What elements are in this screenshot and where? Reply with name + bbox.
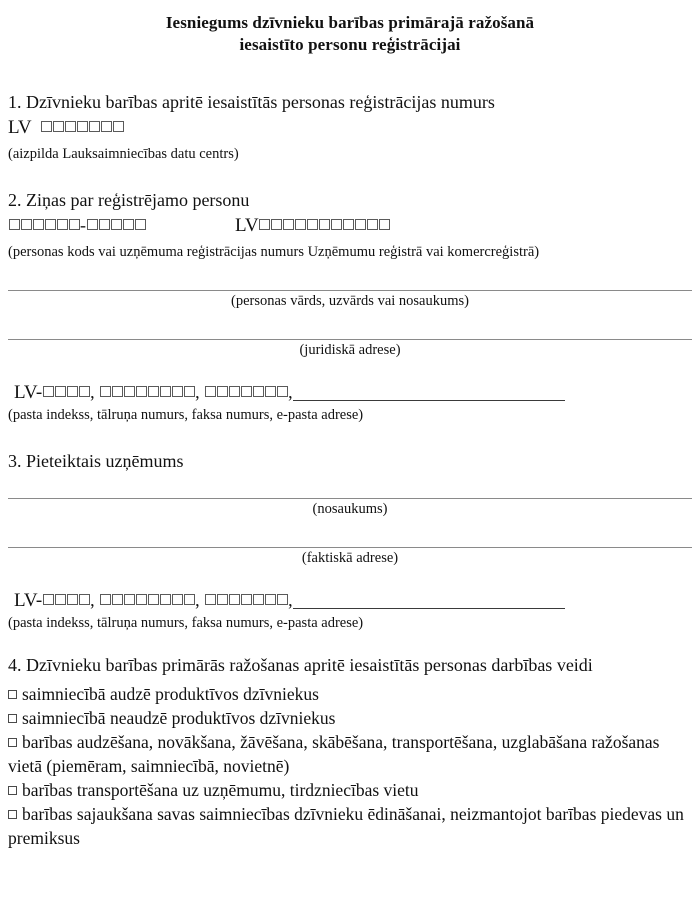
- form-box[interactable]: [65, 121, 76, 132]
- form-box[interactable]: [241, 386, 252, 397]
- form-box[interactable]: [124, 594, 135, 605]
- form-box[interactable]: [253, 594, 264, 605]
- form-box[interactable]: [379, 219, 390, 230]
- form-box[interactable]: [229, 594, 240, 605]
- section-1-registration-number-field[interactable]: [8, 115, 692, 140]
- checkbox-icon[interactable]: [8, 738, 17, 747]
- form-box[interactable]: [331, 219, 342, 230]
- form-box[interactable]: [217, 386, 228, 397]
- checkbox-icon[interactable]: [8, 714, 17, 723]
- section-3-comma-3: ,: [288, 590, 293, 610]
- form-box[interactable]: [148, 594, 159, 605]
- form-box[interactable]: [148, 386, 159, 397]
- form-box[interactable]: [9, 219, 20, 230]
- section-2-comma-1: ,: [90, 382, 95, 402]
- activity-option[interactable]: [8, 802, 692, 850]
- form-box[interactable]: [33, 219, 44, 230]
- activity-option[interactable]: [8, 730, 692, 778]
- form-box[interactable]: [259, 219, 270, 230]
- section-2-postal-code-boxes[interactable]: [42, 382, 90, 402]
- form-box[interactable]: [172, 594, 183, 605]
- activity-option-label: saimniecībā neaudzē produktīvos dzīvniekus: [22, 708, 336, 728]
- form-box[interactable]: [77, 121, 88, 132]
- form-box[interactable]: [253, 386, 264, 397]
- section-1-note: (aizpilda Lauksaimniecības datu centrs): [8, 146, 239, 162]
- section-3-contact-caption: (pasta indekss, tālruņa numurs, faksa numurs, e-pasta adrese): [8, 615, 364, 631]
- form-box[interactable]: [124, 386, 135, 397]
- form-box[interactable]: [55, 386, 66, 397]
- activity-option[interactable]: [8, 682, 692, 706]
- section-3-email-fill-line[interactable]: [293, 595, 565, 609]
- form-box[interactable]: [241, 594, 252, 605]
- form-box[interactable]: [53, 121, 64, 132]
- form-box[interactable]: [277, 594, 288, 605]
- checkbox-icon[interactable]: [8, 690, 17, 699]
- form-box[interactable]: [112, 594, 123, 605]
- personal-code-separator: -: [80, 215, 86, 235]
- form-box[interactable]: [101, 121, 112, 132]
- form-box[interactable]: [295, 219, 306, 230]
- section-3-contact-row[interactable]: [8, 588, 692, 613]
- form-box[interactable]: [283, 219, 294, 230]
- section-3-comma-2: ,: [195, 590, 200, 610]
- company-registration-boxes[interactable]: [259, 215, 391, 235]
- form-box[interactable]: [265, 386, 276, 397]
- activity-option-label: barības audzēšana, novākšana, žāvēšana, skābēšana, transportēšana, uzglabāšana ražošanas vietā (piemēram, saimniecībā, novietnē): [8, 732, 660, 776]
- form-box[interactable]: [113, 121, 124, 132]
- form-box[interactable]: [112, 386, 123, 397]
- personal-code-left-boxes[interactable]: [8, 215, 80, 235]
- form-box[interactable]: [67, 594, 78, 605]
- form-box[interactable]: [319, 219, 330, 230]
- form-box[interactable]: [367, 219, 378, 230]
- form-box[interactable]: [41, 121, 52, 132]
- section-3-heading: 3. Pieteiktais uzņēmums: [8, 451, 184, 471]
- form-box[interactable]: [184, 594, 195, 605]
- section-1-heading: 1. Dzīvnieku barības apritē iesaistītās personas reģistrācijas numurs: [8, 92, 495, 112]
- section-1-lv-prefix: LV: [8, 117, 32, 138]
- form-box[interactable]: [307, 219, 318, 230]
- document-page: [0, 12, 700, 913]
- section-3-postal-code-boxes[interactable]: [42, 590, 90, 610]
- section-3-phone-boxes[interactable]: [99, 590, 195, 610]
- document-title-line-2: iesaistīto personu reģistrācijai: [239, 35, 461, 54]
- section-2-contact-caption: (pasta indekss, tālruņa numurs, faksa numurs, e-pasta adrese): [8, 407, 364, 423]
- form-box[interactable]: [271, 219, 282, 230]
- form-box[interactable]: [135, 219, 146, 230]
- personal-code-right-boxes[interactable]: [86, 215, 146, 235]
- form-box[interactable]: [43, 594, 54, 605]
- section-2-postal-lv-prefix: LV-: [14, 382, 43, 403]
- form-box[interactable]: [45, 219, 56, 230]
- section-2-comma-3: ,: [288, 382, 293, 402]
- section-2-lv-prefix: LV: [235, 215, 259, 236]
- document-title-line-1: Iesniegums dzīvnieku barības primārajā ražošanā: [165, 13, 535, 32]
- section-2-email-fill-line[interactable]: [293, 387, 565, 401]
- form-box[interactable]: [343, 219, 354, 230]
- form-box[interactable]: [355, 219, 366, 230]
- person-name-caption: (personas vārds, uzvārds vai nosaukums): [231, 293, 469, 309]
- activity-option[interactable]: [8, 706, 692, 730]
- section-2-identifier-row[interactable]: [8, 213, 692, 238]
- section-3-comma-1: ,: [90, 590, 95, 610]
- form-box[interactable]: [172, 386, 183, 397]
- company-name-caption: (nosaukums): [312, 501, 388, 517]
- form-box[interactable]: [160, 594, 171, 605]
- form-box[interactable]: [277, 386, 288, 397]
- activity-type-checkbox-list: [8, 682, 692, 850]
- activity-option-label: barības sajaukšana savas saimniecības dzīvnieku ēdināšanai, neizmantojot barības piedevas un premiksus: [8, 804, 684, 848]
- activity-option-label: barības transportēšana uz uzņēmumu, tirdzniecības vietu: [22, 780, 419, 800]
- form-box[interactable]: [67, 386, 78, 397]
- form-box[interactable]: [100, 594, 111, 605]
- form-box[interactable]: [89, 121, 100, 132]
- section-3-postal-lv-prefix: LV-: [14, 590, 43, 611]
- form-box[interactable]: [217, 594, 228, 605]
- form-box[interactable]: [55, 594, 66, 605]
- form-box[interactable]: [87, 219, 98, 230]
- section-1-box-group[interactable]: [36, 117, 125, 137]
- form-box[interactable]: [57, 219, 68, 230]
- actual-address-caption: (faktiskā adrese): [301, 550, 399, 566]
- section-3-fax-boxes[interactable]: [204, 590, 288, 610]
- form-box[interactable]: [21, 219, 32, 230]
- document-title: [8, 12, 692, 56]
- form-box[interactable]: [69, 219, 80, 230]
- form-box[interactable]: [79, 594, 90, 605]
- checkbox-icon[interactable]: [8, 786, 17, 795]
- section-4-heading: 4. Dzīvnieku barības primārās ražošanas apritē iesaistītās personas darbības veidi: [8, 655, 593, 675]
- form-box[interactable]: [100, 386, 111, 397]
- form-box[interactable]: [123, 219, 134, 230]
- section-2-identifier-note: (personas kods vai uzņēmuma reģistrācijas numurs Uzņēmumu reģistrā vai komercreģistrā): [8, 244, 540, 260]
- form-box[interactable]: [43, 386, 54, 397]
- form-box[interactable]: [229, 386, 240, 397]
- activity-option-label: saimniecībā audzē produktīvos dzīvniekus: [22, 684, 319, 704]
- section-2-fax-boxes[interactable]: [204, 382, 288, 402]
- section-2-heading: 2. Ziņas par reģistrējamo personu: [8, 190, 250, 210]
- form-box[interactable]: [136, 594, 147, 605]
- section-2-phone-boxes[interactable]: [99, 382, 195, 402]
- form-box[interactable]: [136, 386, 147, 397]
- checkbox-icon[interactable]: [8, 810, 17, 819]
- form-box[interactable]: [205, 386, 216, 397]
- form-box[interactable]: [79, 386, 90, 397]
- form-box[interactable]: [111, 219, 122, 230]
- activity-option[interactable]: [8, 778, 692, 802]
- section-2-comma-2: ,: [195, 382, 200, 402]
- form-box[interactable]: [160, 386, 171, 397]
- legal-address-caption: (juridiskā adrese): [299, 342, 401, 358]
- form-box[interactable]: [265, 594, 276, 605]
- section-2-contact-row[interactable]: [8, 380, 692, 405]
- form-box[interactable]: [205, 594, 216, 605]
- form-box[interactable]: [99, 219, 110, 230]
- form-box[interactable]: [184, 386, 195, 397]
